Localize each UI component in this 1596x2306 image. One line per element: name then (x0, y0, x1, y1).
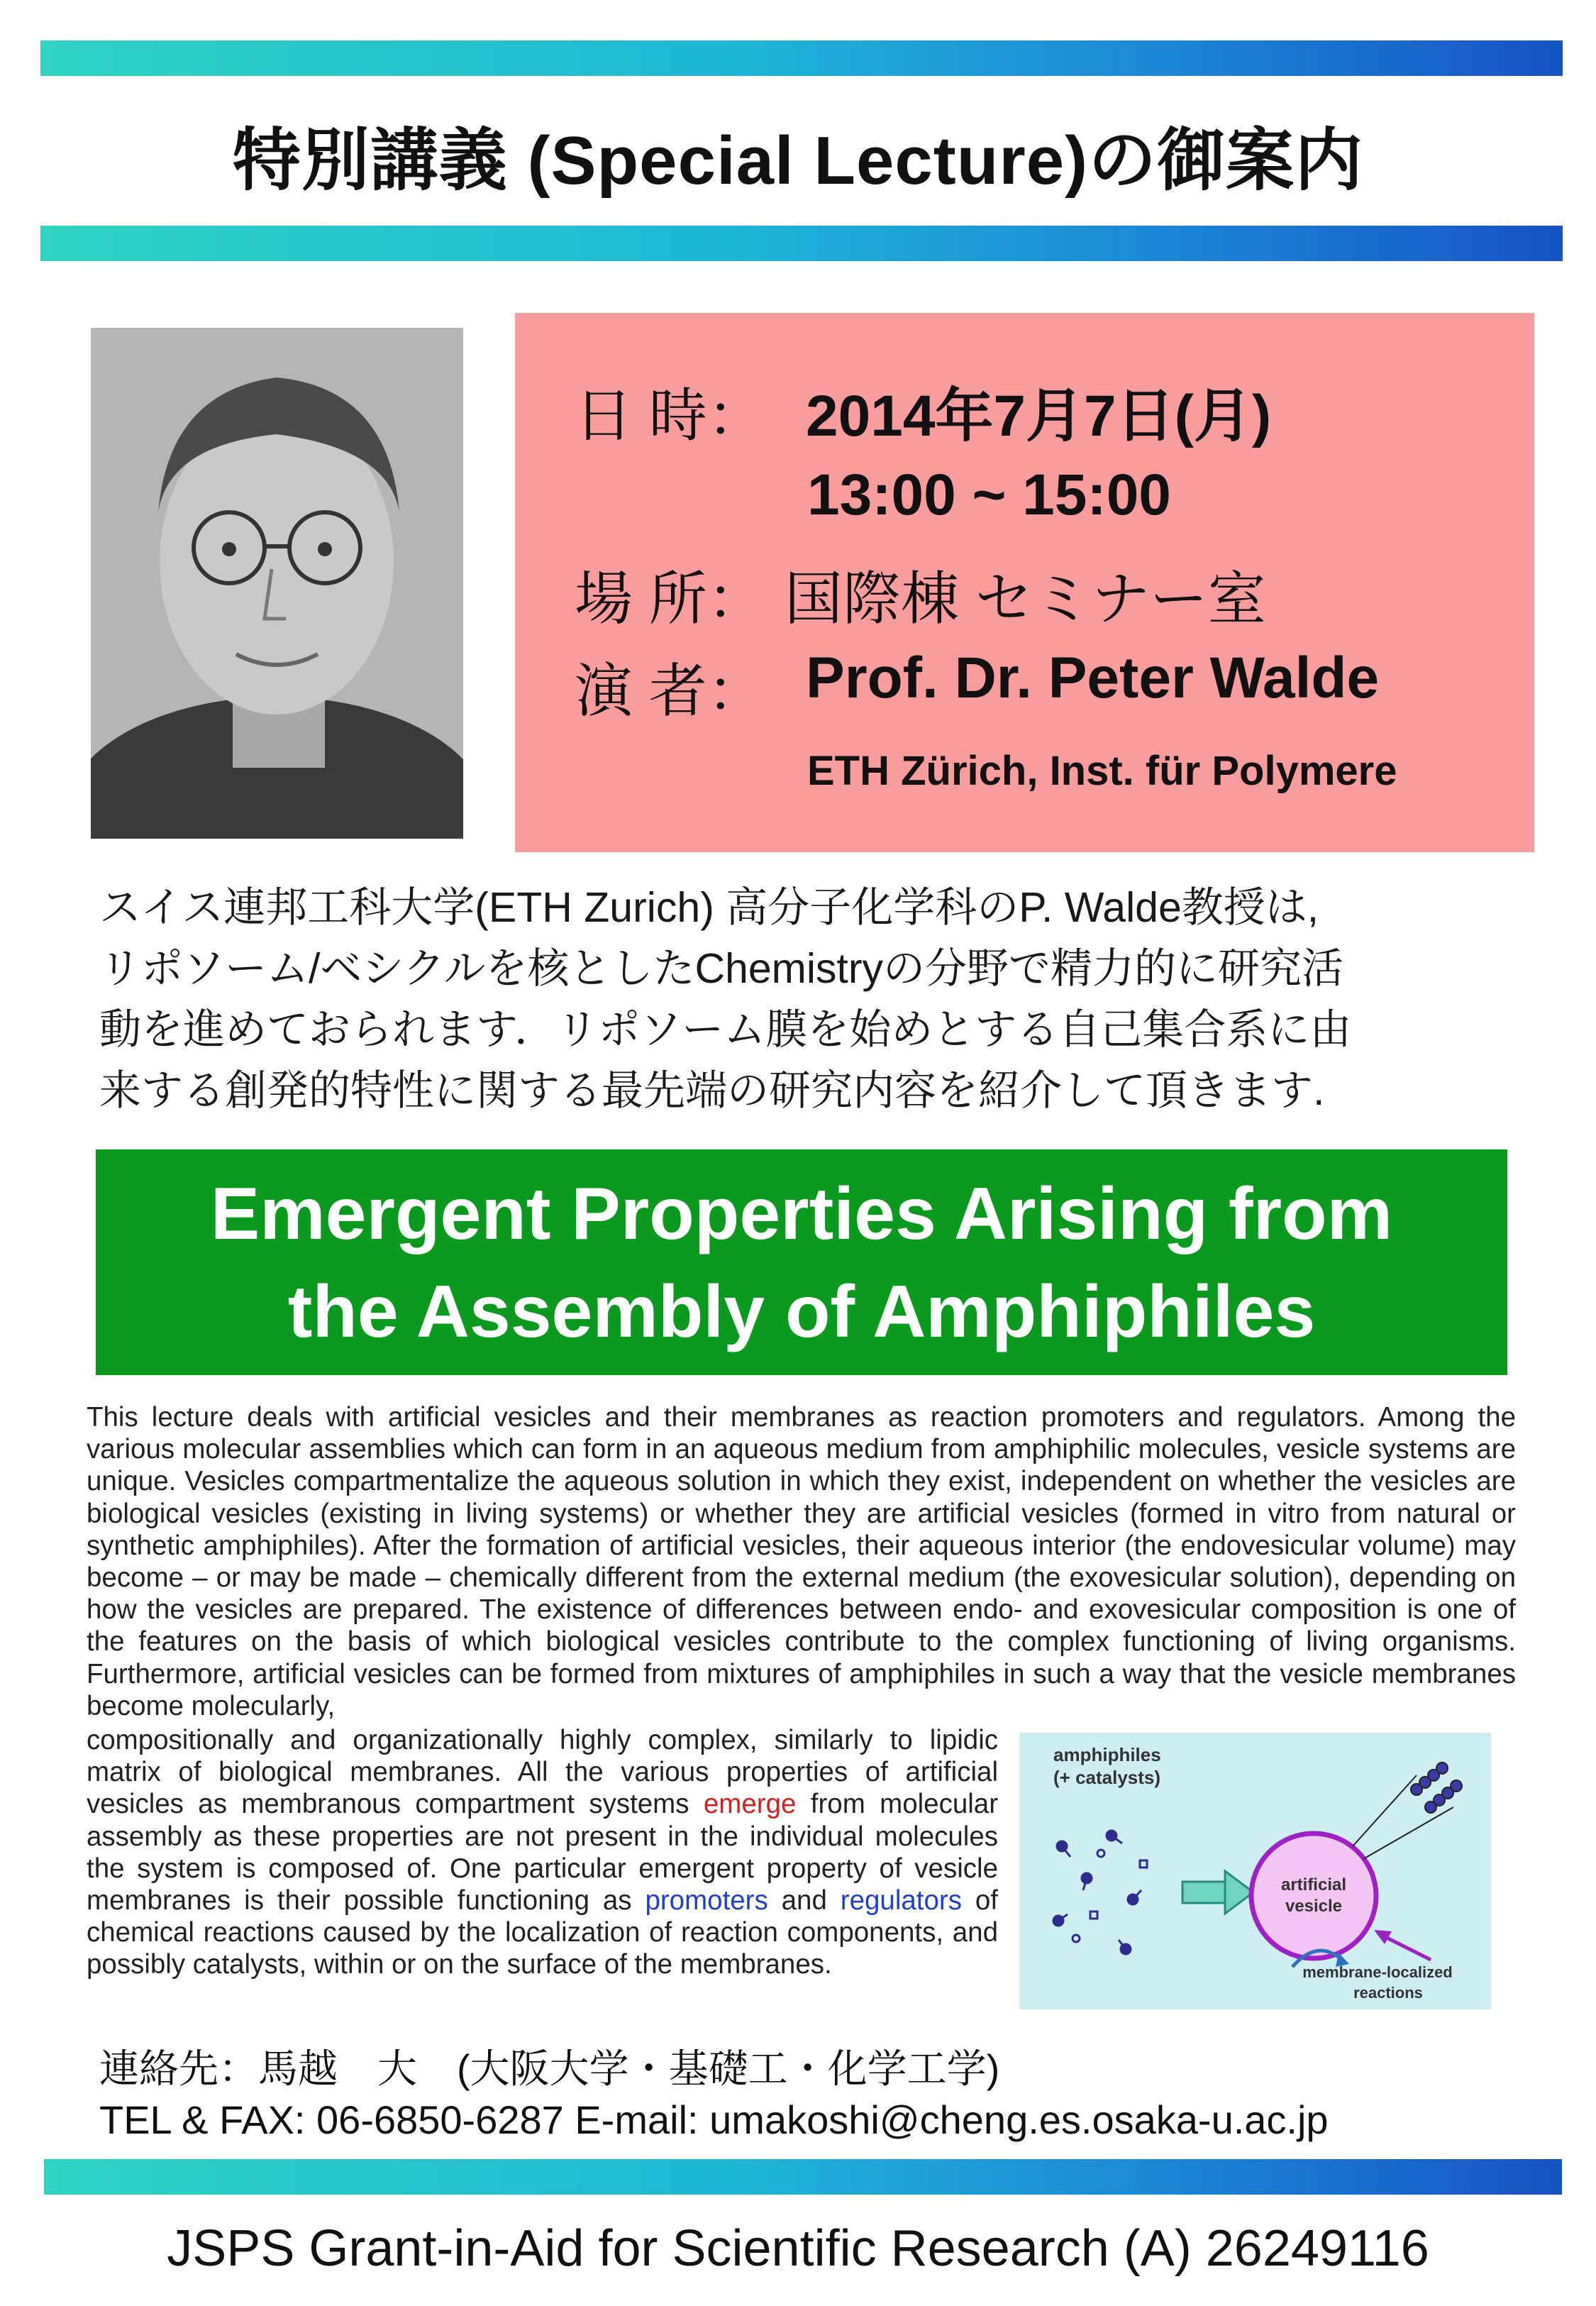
contact-tel-email: TEL & FAX: 06-6850-6287 E-mail: umakoshi@cheng.es.osaka-u.ac.jp (99, 2097, 1329, 2142)
date-label: 日 時： (575, 384, 765, 448)
abstract-part-b: from molecular assembly as these properties are not present in the individual molecules the system is composed of. One particular emergent property of vesicle membranes is their possible functioning as (87, 1789, 999, 1916)
place-label: 場 所： (575, 567, 765, 631)
vesicle-diagram (1019, 1733, 1491, 2009)
speaker-photo (91, 328, 463, 839)
lecture-info-box (515, 313, 1534, 852)
reaction-arrow-icon (1374, 1930, 1431, 1960)
top-gradient-bar (40, 40, 1563, 76)
intro-paragraph (99, 877, 1525, 1121)
figure-label-membrane: membrane-localized (1302, 1963, 1453, 1981)
speaker-affiliation: ETH Zürich, Inst. für Polymere (807, 748, 1397, 794)
promoters-highlight: promoters (645, 1885, 768, 1916)
intro-line: スイス連邦工科大学(ETH Zurich) 高分子化学科のP. Walde教授は, (99, 884, 1319, 931)
abstract-part-a: compositionally and organizationally highly complex, similarly to lipidic matrix of biological membranes. All the various properties of artificial vesicles as membranous compartment systems (87, 1725, 998, 1820)
membrane-zoom-icon (1353, 1762, 1462, 1859)
intro-line: リポソーム/ベシクルを核としたChemistryの分野で精力的に研究活 (99, 945, 1343, 992)
figure-label-vesicle: vesicle (1285, 1897, 1343, 1916)
regulators-highlight: regulators (840, 1885, 962, 1916)
abstract-text: This lecture deals with artificial vesicles and their membranes as reaction promoters and regulators. Among the various molecular assemblies which can form in an aqueous medium from amphiphilic molecules, vesicle systems are unique. Vesicles compartmentalize the aqueous solution in which they exist, independent on whether the vesicles are biological vesicles (existing in living systems) or whether they are artificial vesicles (formed in vitro from natural or synthetic amphiphiles). After the formation of artificial vesicles, their aqueous interior (the endovesicular volume) may become – or may be made – chemically different from the external medium (the exovesicular solution), depending on how the vesicles are prepared. The existence of differences between endo- and exovesicular composition is one of the features on the basis of which biological vesicles contribute to the complex functioning of living organisms. Furthermore, artificial vesicles can be formed from mixtures of amphiphiles in such a way that the vesicle membranes become molecularly, (87, 1402, 1516, 1721)
date-value: 2014年7月7日(月) (806, 384, 1272, 448)
contact-person: 連絡先：馬越 大 (大阪大学・基礎工・化学工学) (99, 2046, 1000, 2091)
title-underline-bar (40, 226, 1563, 261)
figure-label-amphiphiles: amphiphiles (1053, 1744, 1161, 1765)
speaker-portrait-illustration (91, 328, 463, 839)
abstract-part-c: of chemical reactions caused by the localization of reaction components, and possibly catalysts, within or on the surface of the membranes. (87, 1885, 998, 1980)
vesicle-icon (1251, 1833, 1376, 1967)
grant-footer: JSPS Grant-in-Aid for Scientific Research (A) 26249116 (167, 2220, 1429, 2277)
speaker-name: Prof. Dr. Peter Walde (806, 646, 1380, 710)
lecture-title-banner (96, 1149, 1507, 1375)
bottom-gradient-bar (44, 2159, 1562, 2195)
figure-label-artificial: artificial (1280, 1875, 1347, 1894)
intro-line: 動を進めておられます．リポソーム膜を始めとする自己集合系に由 (99, 1006, 1352, 1053)
figure-label-reactions: reactions (1353, 1984, 1423, 2002)
abstract-text-continued (87, 1724, 998, 1981)
time-value: 13:00 ~ 15:00 (807, 463, 1171, 527)
abstract-and: and (781, 1885, 827, 1916)
speaker-label: 演 者： (575, 659, 765, 724)
intro-line: 来する創発的特性に関する最先端の研究内容を紹介して頂きます. (99, 1067, 1325, 1114)
contact-info (99, 2043, 1329, 2146)
lecture-title-line2: the Assembly of Amphiphiles (287, 1271, 1316, 1353)
place-value: 国際棟 セミナー室 (785, 567, 1266, 631)
figure-label-catalysts: (+ catalysts) (1053, 1767, 1161, 1788)
amphiphile-molecules-icon (1053, 1831, 1147, 1954)
page-title: 特別講義 (Special Lecture)の御案内 (232, 123, 1364, 199)
emerge-highlight: emerge (703, 1789, 797, 1820)
lecture-title-line1: Emergent Properties Arising from (210, 1173, 1393, 1255)
arrow-icon (1182, 1871, 1253, 1914)
